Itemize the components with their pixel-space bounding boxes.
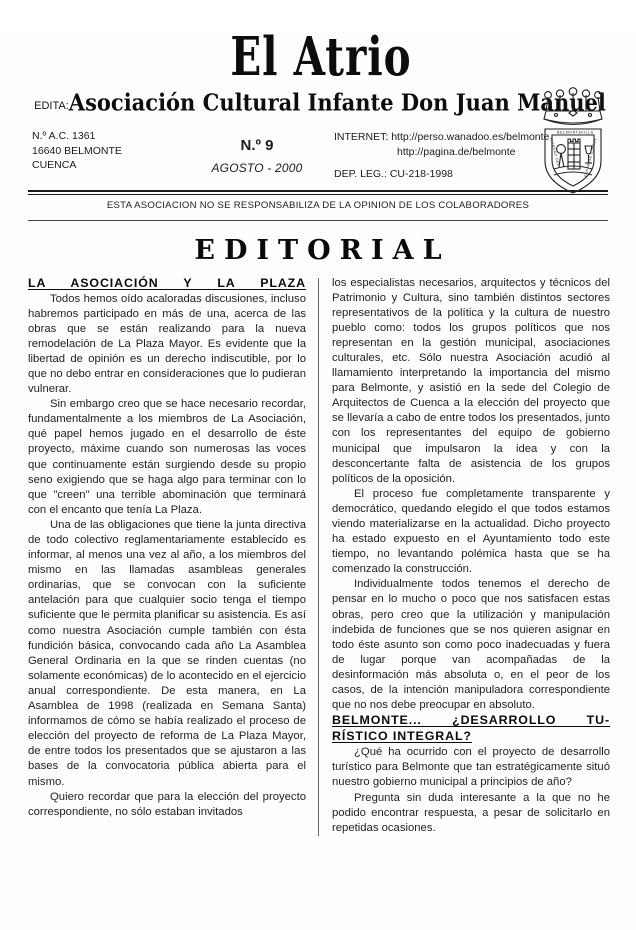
right-paragraph-1: los especialistas necesarios, arquitectos y técnicos del Patrimonio y Cultura, sino también distintos sectores representativos de la política y la cultura de nuestro pueblo como: todos los grupos políticos que nos representan en la gestión municipal, asociaciones culturales, etc. Sólo nuestra Asociación acudió al llamamiento interpretando la importancia del mismo para Belmonte, y asistió en la sede del Colegio de Arquitectos de Cuenca a la elección del proyecto que se llevaría a cabo de entre todos los presentados, junto con los representantes del equipo de gobierno municipal que impulsaron la idea y con la desconcertante falta de asistencia de los grupos políticos de la oposición. — [332, 276, 610, 485]
address-line-3: CUENCA — [32, 159, 77, 171]
section-title-belmonte-desarrollo-turistico-line1: BELMONTE... ¿DESARROLLO TU- — [332, 713, 610, 728]
editorial-heading: EDITORIAL — [194, 234, 451, 266]
website-url-2[interactable]: http://pagina.de/belmonte — [397, 145, 516, 158]
publisher-name: Asociación Cultural Infante Don Juan Manuel — [68, 88, 606, 116]
issue-number: N.º 9 — [240, 137, 274, 154]
internet-label: INTERNET: — [334, 131, 389, 143]
address-line-2: 16640 BELMONTE — [32, 144, 122, 157]
left-paragraph-4: Quiero recordar que para la elección del proyecto correspondiente, no sólo estaban invitados — [28, 790, 306, 818]
legal-deposit: DEP. LEG.: CU-218-1998 — [334, 168, 453, 180]
issue-block — [182, 129, 332, 175]
right-column — [319, 276, 610, 836]
masthead — [0, 25, 636, 182]
disclaimer-text: ESTA ASOCIACION NO SE RESPONSABILIZA DE LA OPINION DE LOS COLABORADORES — [106, 199, 530, 211]
coat-of-arms-icon — [530, 83, 616, 199]
newsletter-page — [0, 25, 636, 930]
right-paragraph-4: ¿Qué ha ocurrido con el proyecto de desarrollo turístico para Belmonte que tan estratégicamente situó nuestro gobierno municipal a principios de año? — [332, 746, 610, 789]
svg-text:VILLA: VILLA — [581, 130, 594, 135]
section-title-belmonte-desarrollo-turistico-line2: RÍSTICO INTEGRAL? — [332, 729, 472, 744]
svg-text:BELMONTE: BELMONTE — [557, 130, 582, 135]
website-url-1[interactable]: http://perso.wanadoo.es/belmonte — [391, 131, 550, 143]
left-paragraph-3: Una de las obligaciones que tiene la junta directiva de todo colectivo reglamentariamente establecido es informar, al menos una vez al año, a los miembros del mismo en las llamadas asambleas generales ordinarias, que se convocan con la suficiente antelación para que cualquier socio tenga el tiempo suficiente que le permita planificar su asistencia. Es así como nuestra Asociación cumple también con ésta fundición básica, convocando cada año La Asamblea General Ordinaria en la que se rinden cuentas (no solamente económicas) de lo acontecido en el ejercicio anual correspondiente. De esta manera, en La Asamblea de 1998 (realizada en Semana Santa) informamos de cómo se había realizado el proceso de elección del proyecto de reforma de La Plaza Mayor, de entre todos los presentados que se ajustaron a las bases de la convocatoria pública abierta para el mismo. — [28, 518, 306, 788]
svg-text:PATRONO DEL: PATRONO DEL — [549, 137, 561, 167]
issue-date: AGOSTO - 2000 — [211, 160, 303, 175]
edita-label: EDITA: — [34, 100, 69, 112]
masthead-info-row — [28, 129, 608, 182]
right-paragraph-2: El proceso fue completamente transparente y democrático, quedando elegido el que todos estamos viendo materializarse en la actualidad. Dicho proyecto ha estado expuesto en el Ayuntamiento todo este tiempo, no levantando polémica hasta que se ha comenzado la construcción. — [332, 487, 610, 576]
publication-title: El Atrio — [230, 25, 412, 88]
left-column — [28, 276, 318, 836]
svg-text:PUEBLO BELMONTE: PUEBLO BELMONTE — [583, 138, 598, 179]
left-paragraph-2: Sin embargo creo que se hace necesario recordar, fundamentalmente a los miembros de La Asociación, qué papel hemos jugado en el desarrollo de éste proyecto, máxime cuando son numerosas las voces que continuamente están surgiendo desde su propio seno exigiendo que se haga algo para terminar con lo que "creen" una terrible abominación que terminará con el encanto que tenía La Plaza. — [28, 398, 306, 516]
address-line-1: N.º A.C. 1361 — [32, 130, 96, 142]
right-paragraph-5: Pregunta sin duda interesante a la que no he podido encontrar respuesta, a pesar de solicitarlo en repetidas ocasiones. — [332, 791, 610, 834]
article-columns — [28, 276, 608, 836]
publisher-line — [28, 88, 608, 116]
right-paragraph-3: Individualmente todos tenemos el derecho de pensar en lo mucho o poco que nos satisfacen estas obras, pero creo que la utilización y manipulación indebida de funciones que se nos quieren asignar en todo éste asunto son como poco inadecuadas y fuera de lugar porque van acompañadas de la desinformación más absoluta o, en el peor de los casos, de la intención manipuladora correspondiente que no nos debe preocupar en absoluto. — [332, 578, 610, 712]
left-paragraph-1: Todos hemos oído acaloradas discusiones, incluso habremos participado en más de una, acerca de las obras que se están realizando para la nueva remodelación de La Plaza Mayor. Es evidente que la libertad de opinión es un derecho indiscutible, por lo que no debo entrar en consideraciones que lo pudieran vulnerar. — [28, 292, 306, 396]
address-block — [32, 129, 182, 173]
section-title-la-asociacion-y-la-plaza: LA ASOCIACIÓN Y LA PLAZA — [28, 275, 306, 290]
